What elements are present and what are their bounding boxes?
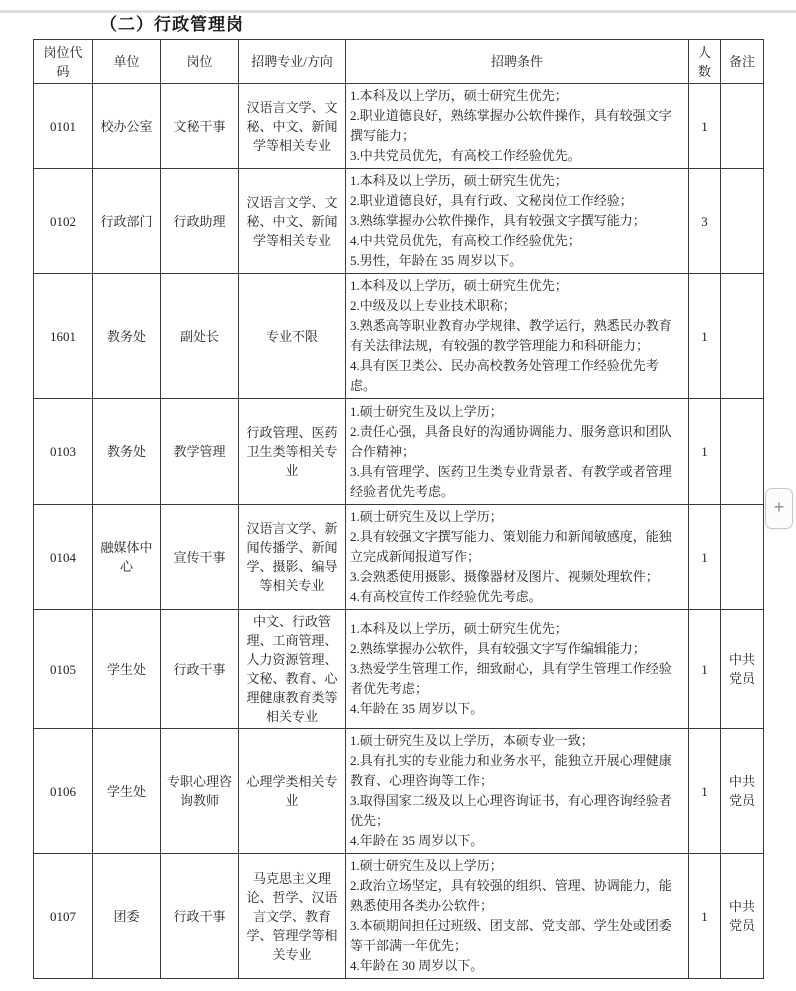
cell-conditions <box>346 399 689 505</box>
table-row <box>34 84 764 169</box>
condition-line: 1.本科及以上学历，硕士研究生优先； <box>350 88 568 103</box>
cell-major: 汉语言文学、文秘、中文、新闻学等相关专业 <box>239 169 346 274</box>
table-row <box>34 169 764 274</box>
cell-unit: 团委 <box>93 854 161 979</box>
condition-line: 4.年龄在 30 周岁以下。 <box>350 958 484 973</box>
table-row <box>34 854 764 979</box>
condition-line: 1.硕士研究生及以上学历； <box>350 858 503 873</box>
condition-line: 1.本科及以上学历，硕士研究生优先； <box>350 278 568 293</box>
position-table <box>33 39 764 979</box>
page-top-edge <box>0 10 796 13</box>
cell-position-code: 1601 <box>34 274 93 399</box>
col-header-count: 人数 <box>689 40 721 84</box>
cell-count: 1 <box>689 729 721 854</box>
cell-unit: 教务处 <box>93 274 161 399</box>
condition-line: 3.中共党员优先，有高校工作经验优先。 <box>350 148 581 163</box>
cell-position-code: 0104 <box>34 505 93 610</box>
cell-unit: 融媒体中心 <box>93 505 161 610</box>
cell-position-code: 0102 <box>34 169 93 274</box>
header-row <box>34 40 764 84</box>
cell-position-code: 0101 <box>34 84 93 169</box>
cell-position: 行政干事 <box>161 854 239 979</box>
condition-line: 1.硕士研究生及以上学历； <box>350 403 503 419</box>
cell-note <box>721 84 764 169</box>
cell-note <box>721 169 764 274</box>
cell-unit: 行政部门 <box>93 169 161 274</box>
cell-position: 教学管理 <box>161 399 239 505</box>
cell-note <box>721 399 764 505</box>
cell-major: 汉语言文学、文秘、中文、新闻学等相关专业 <box>239 84 346 169</box>
cell-unit: 学生处 <box>93 729 161 854</box>
condition-line: 1.硕士研究生及以上学历，本硕专业一致； <box>350 733 594 748</box>
cell-position-code: 0107 <box>34 854 93 979</box>
cell-count: 1 <box>689 505 721 610</box>
condition-line: 4.有高校宣传工作经验优先考虑。 <box>350 589 542 604</box>
cell-position: 宣传干事 <box>161 505 239 610</box>
cell-position: 行政助理 <box>161 169 239 274</box>
condition-line: 3.会熟悉使用摄影、摄像器材及图片、视频处理软件； <box>350 569 659 584</box>
table-body <box>34 84 764 979</box>
condition-line: 2.职业道德良好，熟练掌握办公软件操作，具有较强文字撰写能力； <box>350 108 672 143</box>
condition-line: 2.责任心强，具备良好的沟通协调能力、服务意识和团队合作精神； <box>350 423 672 459</box>
condition-line: 1.本科及以上学历，硕士研究生优先； <box>350 173 568 188</box>
condition-line: 2.政治立场坚定，具有较强的组织、管理、协调能力，能熟悉使用各类办公软件； <box>350 878 672 913</box>
col-header-position: 岗位 <box>161 40 239 84</box>
col-header-position-code: 岗位代码 <box>34 40 93 84</box>
cell-major: 专业不限 <box>239 274 346 399</box>
condition-line: 3.具有管理学、医药卫生类专业背景者、有教学或者管理经验者优先考虑。 <box>350 463 672 499</box>
cell-position-code: 0103 <box>34 399 93 505</box>
condition-line: 2.熟练掌握办公软件，具有较强文字写作编辑能力； <box>350 641 646 656</box>
cell-conditions <box>346 169 689 274</box>
condition-line: 5.男性，年龄在 35 周岁以下。 <box>350 253 523 268</box>
condition-line: 2.中级及以上专业技术职称； <box>350 298 516 313</box>
cell-note: 中共党员 <box>721 854 764 979</box>
col-header-major: 招聘专业/方向 <box>239 40 346 84</box>
cell-conditions <box>346 610 689 729</box>
cell-count: 1 <box>689 610 721 729</box>
cell-note <box>721 505 764 610</box>
condition-line: 3.熟练掌握办公软件操作，具有较强文字撰写能力； <box>350 213 646 228</box>
cell-major: 行政管理、医药卫生类等相关专业 <box>239 399 346 505</box>
condition-line: 3.本硕期间担任过班级、团支部、党支部、学生处或团委等干部满一年优先； <box>350 918 672 953</box>
cell-position-code: 0105 <box>34 610 93 729</box>
cell-conditions <box>346 274 689 399</box>
cell-note: 中共党员 <box>721 610 764 729</box>
table-row <box>34 729 764 854</box>
col-header-conditions: 招聘条件 <box>346 40 689 84</box>
section-title: （二）行政管理岗 <box>100 15 244 34</box>
cell-major: 汉语言文学、新闻传播学、新闻学、摄影、编导等相关专业 <box>239 505 346 610</box>
table-header <box>34 40 764 84</box>
condition-line: 3.熟悉高等职业教育办学规律、教学运行，熟悉民办教育有关法律法规，有较强的教学管理能力和科研能力； <box>350 318 672 353</box>
cell-position-code: 0106 <box>34 729 93 854</box>
cell-count: 1 <box>689 84 721 169</box>
condition-line: 3.取得国家二级及以上心理咨询证书，有心理咨询经验者优先； <box>350 793 672 828</box>
table-row <box>34 505 764 610</box>
cell-conditions <box>346 854 689 979</box>
condition-line: 4.年龄在 35 周岁以下。 <box>350 701 484 716</box>
expand-panel-button[interactable]: + <box>765 488 793 529</box>
condition-line: 4.年龄在 35 周岁以下。 <box>350 833 484 848</box>
table-row <box>34 274 764 399</box>
condition-line: 2.具有扎实的专业能力和业务水平，能独立开展心理健康教育、心理咨询等工作； <box>350 753 672 788</box>
cell-conditions <box>346 84 689 169</box>
table-row <box>34 399 764 505</box>
condition-line: 1.本科及以上学历，硕士研究生优先； <box>350 621 568 636</box>
cell-major: 心理学类相关专业 <box>239 729 346 854</box>
condition-line: 2.职业道德良好，具有行政、文秘岗位工作经验； <box>350 193 633 208</box>
cell-conditions <box>346 729 689 854</box>
cell-position: 文秘干事 <box>161 84 239 169</box>
cell-unit: 学生处 <box>93 610 161 729</box>
condition-line: 4.具有医卫类公、民办高校教务处管理工作经验优先考虑。 <box>350 358 659 393</box>
cell-position: 行政干事 <box>161 610 239 729</box>
condition-line: 3.热爱学生管理工作，细致耐心，具有学生管理工作经验者优先考虑； <box>350 661 672 696</box>
col-header-unit: 单位 <box>93 40 161 84</box>
cell-position: 副处长 <box>161 274 239 399</box>
condition-line: 4.中共党员优先，有高校工作经验优先； <box>350 233 581 248</box>
cell-count: 1 <box>689 399 721 505</box>
cell-count: 1 <box>689 854 721 979</box>
cell-count: 3 <box>689 169 721 274</box>
cell-note <box>721 274 764 399</box>
condition-line: 2.具有较强文字撰写能力、策划能力和新闻敏感度，能独立完成新闻报道写作； <box>350 529 672 564</box>
cell-major: 马克思主义理论、哲学、汉语言文学、教育学、管理学等相关专业 <box>239 854 346 979</box>
cell-note: 中共党员 <box>721 729 764 854</box>
table-row <box>34 610 764 729</box>
cell-major: 中文、行政管理、工商管理、人力资源管理、文秘、教育、心理健康教育类等相关专业 <box>239 610 346 729</box>
condition-line: 1.硕士研究生及以上学历； <box>350 509 503 524</box>
cell-unit: 校办公室 <box>93 84 161 169</box>
col-header-note: 备注 <box>721 40 764 84</box>
cell-unit: 教务处 <box>93 399 161 505</box>
cell-count: 1 <box>689 274 721 399</box>
cell-position: 专职心理咨询教师 <box>161 729 239 854</box>
cell-conditions <box>346 505 689 610</box>
